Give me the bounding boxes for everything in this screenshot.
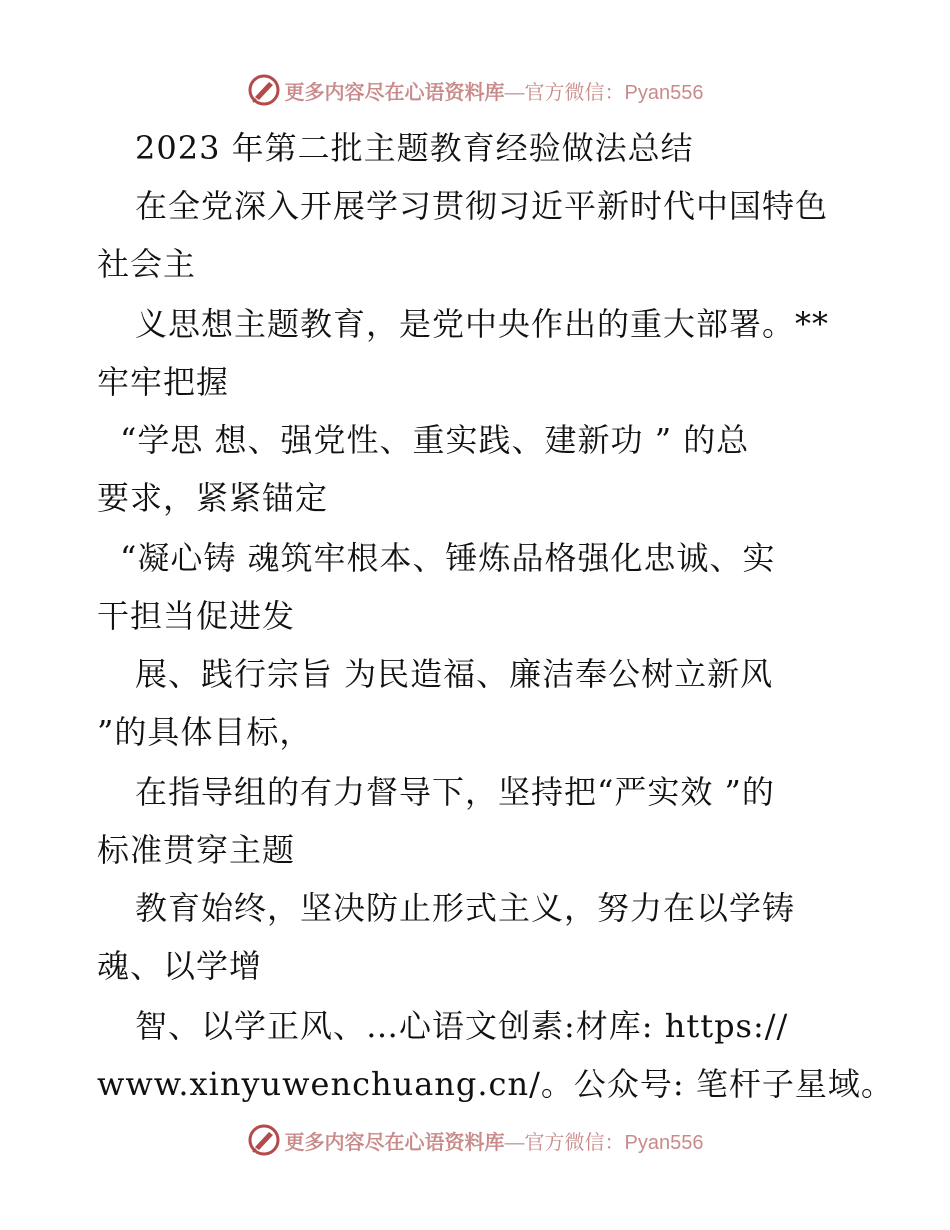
pen-seal-icon <box>247 1123 281 1157</box>
doc-line-2: 社会主 <box>97 245 197 283</box>
watermark-separator: — <box>504 81 525 104</box>
pen-seal-icon <box>247 73 281 107</box>
watermark-account: 官方微信：Pyan556 <box>524 1131 704 1154</box>
watermark-main-text: 更多内容尽在心语资料库 <box>284 81 505 104</box>
watermark-separator: — <box>504 1131 525 1154</box>
watermark-bottom <box>0 1120 950 1160</box>
doc-line-7: “凝心铸 魂筑牢根本、锤炼品格强化忠诚、实 <box>120 539 776 577</box>
doc-line-14: 魂、以学增 <box>97 947 263 985</box>
doc-line-1: 在全党深入开展学习贯彻习近平新时代中国特色 <box>135 187 829 225</box>
doc-line-4: 牢牢把握 <box>97 363 230 401</box>
doc-line-11: 在指导组的有力督导下，坚持把“严实效 ”的 <box>135 773 775 811</box>
watermark-top <box>0 70 950 110</box>
doc-line-15: 智、以学正风、…心语文创素:材库: https:// <box>135 1007 789 1045</box>
doc-line-8: 干担当促进发 <box>97 597 296 635</box>
doc-line-3: 义思想主题教育，是党中央作出的重大部署。** <box>135 305 830 343</box>
doc-line-5: “学思 想、强党性、重实践、建新功 ” 的总 <box>120 421 750 459</box>
watermark-text <box>285 1126 704 1155</box>
watermark-main-text: 更多内容尽在心语资料库 <box>284 1131 505 1154</box>
doc-line-12: 标准贯穿主题 <box>97 831 296 869</box>
doc-line-13: 教育始终，坚决防止形式主义，努力在以学铸 <box>135 889 796 927</box>
watermark-text <box>285 76 704 105</box>
doc-line-10: ”的具体目标， <box>97 713 313 751</box>
doc-line-16: www.xinyuwenchuang.cn/。公众号: 笔杆子星域。 <box>97 1065 894 1103</box>
doc-line-6: 要求，紧紧锚定 <box>97 479 329 517</box>
watermark-account: 官方微信：Pyan556 <box>524 81 704 104</box>
doc-title: 2023 年第二批主题教育经验做法总结 <box>135 129 694 167</box>
doc-line-9: 展、践行宗旨 为民造福、廉洁奉公树立新风 <box>135 655 774 693</box>
